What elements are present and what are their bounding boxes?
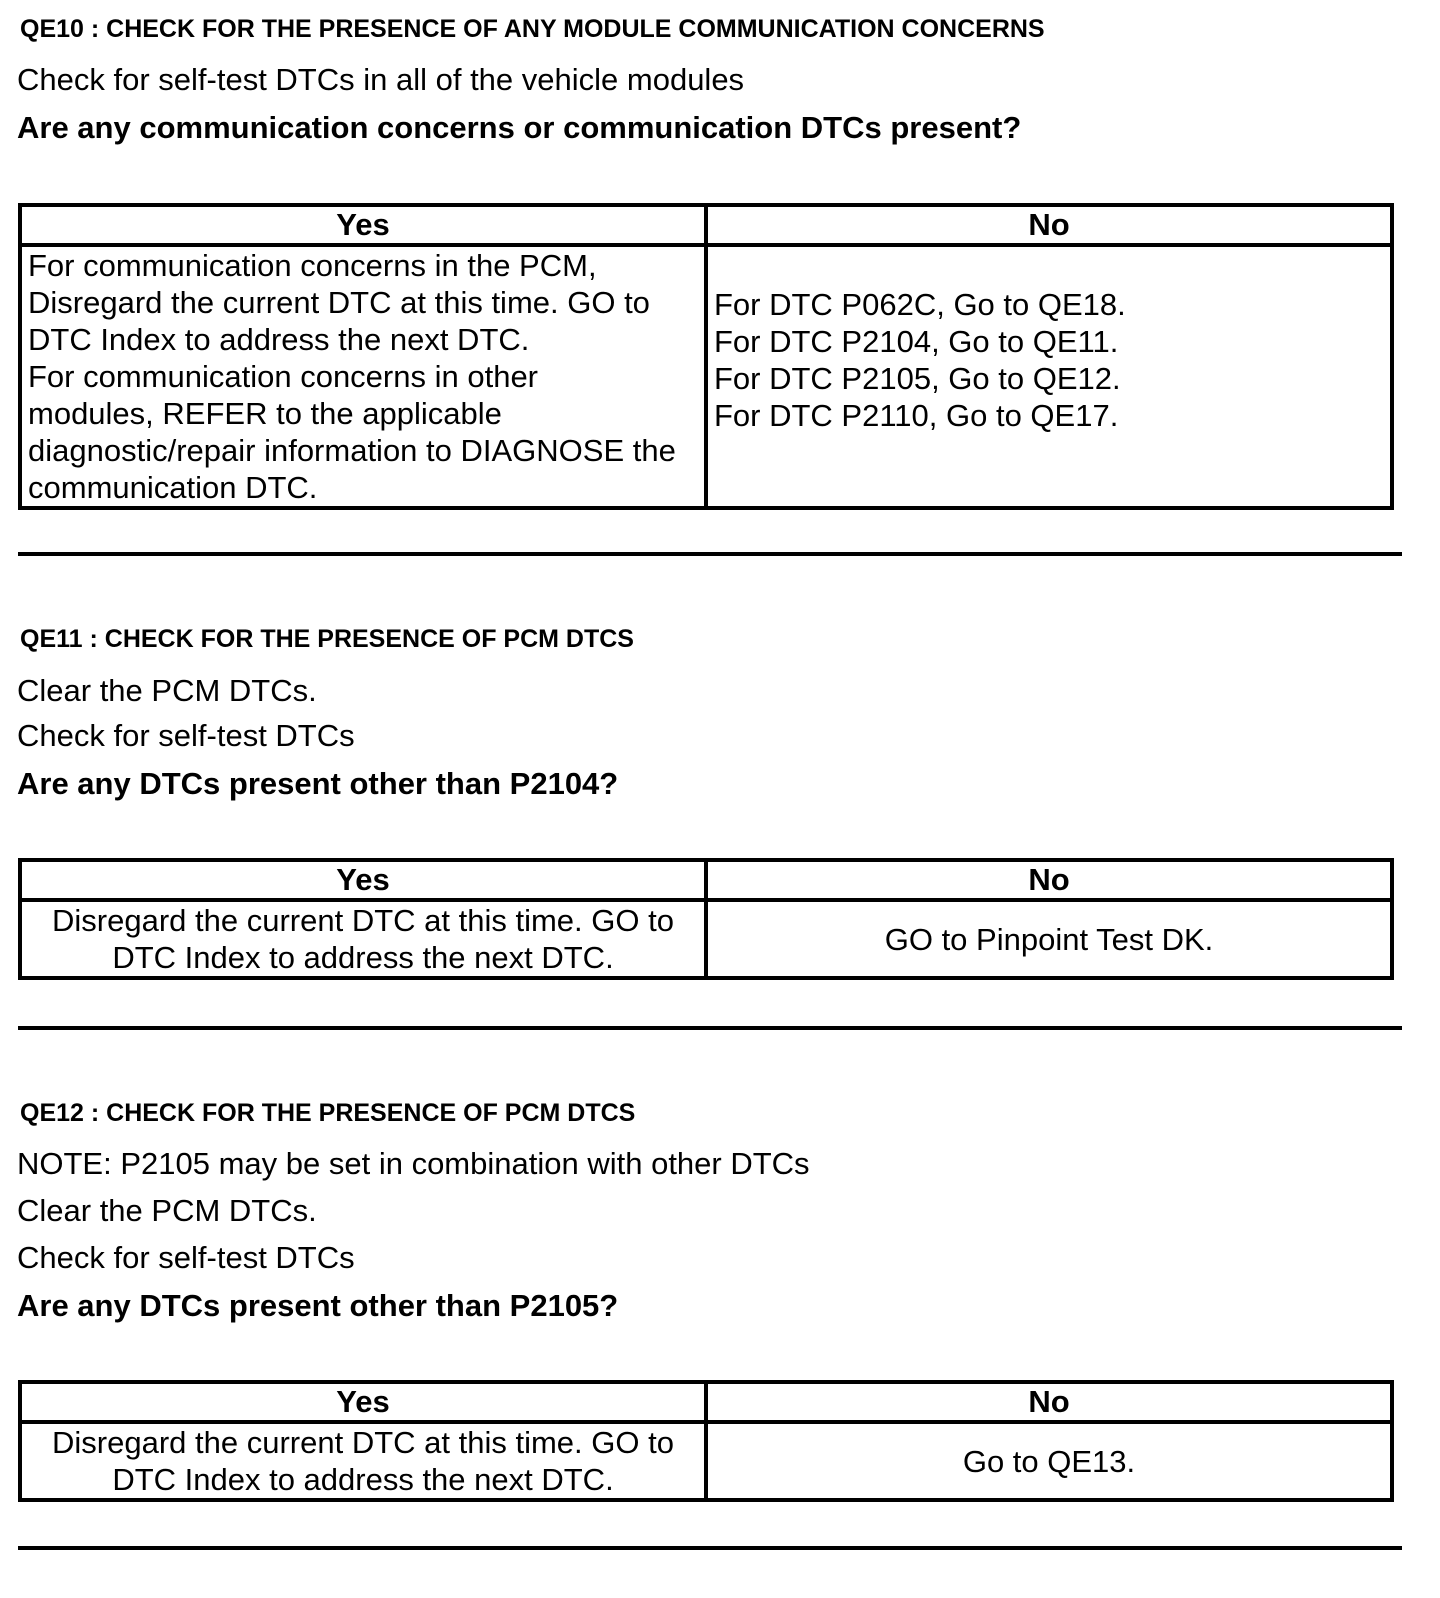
qe12-yes-no-table: [18, 1380, 1394, 1502]
qe11-instruction-2: Check for self-test DTCs: [17, 718, 355, 753]
qe10-yes-line-2: Disregard the current DTC at this time. GO to: [28, 285, 650, 320]
qe12-question: Are any DTCs present other than P2105?: [17, 1288, 619, 1323]
qe10-yes-line-7: communication DTC.: [28, 470, 318, 505]
section-divider-1: [18, 552, 1402, 556]
qe11-no-header: No: [706, 860, 1392, 900]
qe11-yes-line-1: Disregard the current DTC at this time. GO to: [52, 903, 674, 938]
qe11-question: Are any DTCs present other than P2104?: [17, 766, 619, 801]
qe10-instruction-1: Check for self-test DTCs in all of the vehicle modules: [17, 62, 745, 97]
qe10-no-line-1: For DTC P062C, Go to QE18.: [714, 286, 1126, 322]
qe10-yes-line-6: diagnostic/repair information to DIAGNOSE the: [28, 433, 676, 468]
qe12-heading: QE12 : CHECK FOR THE PRESENCE OF PCM DTCS: [20, 1099, 636, 1127]
qe12-no-cell: Go to QE13.: [706, 1422, 1392, 1500]
qe10-yes-line-4: For communication concerns in other: [28, 359, 539, 394]
qe10-yes-line-5: modules, REFER to the applicable: [28, 396, 502, 431]
qe11-yes-header: Yes: [20, 860, 706, 900]
section-divider-3: [18, 1546, 1402, 1550]
qe11-no-cell: GO to Pinpoint Test DK.: [706, 900, 1392, 978]
qe10-yes-no-table: [18, 203, 1394, 510]
qe10-no-header: No: [706, 205, 1392, 245]
qe12-yes-line-2: DTC Index to address the next DTC.: [112, 1462, 614, 1497]
qe11-yes-cell: [20, 900, 706, 978]
qe10-no-line-4: For DTC P2110, Go to QE17.: [714, 397, 1119, 433]
qe12-instruction-3: Check for self-test DTCs: [17, 1240, 355, 1275]
qe10-yes-header: Yes: [20, 205, 706, 245]
qe10-no-line-2: For DTC P2104, Go to QE11.: [714, 323, 1119, 359]
qe10-question: Are any communication concerns or communication DTCs present?: [17, 110, 1022, 145]
qe11-yes-no-table: [18, 858, 1394, 980]
qe12-no-header: No: [706, 1382, 1392, 1422]
qe10-no-cell: [706, 245, 1392, 508]
qe12-instruction-2: Clear the PCM DTCs.: [17, 1193, 317, 1228]
qe12-instruction-1: NOTE: P2105 may be set in combination with other DTCs: [17, 1146, 810, 1181]
qe10-yes-cell: [20, 245, 706, 508]
qe12-yes-line-1: Disregard the current DTC at this time. GO to: [52, 1425, 674, 1460]
qe11-heading: QE11 : CHECK FOR THE PRESENCE OF PCM DTCS: [20, 625, 634, 653]
qe12-yes-header: Yes: [20, 1382, 706, 1422]
qe10-yes-line-3: DTC Index to address the next DTC.: [28, 322, 530, 357]
qe12-yes-cell: [20, 1422, 706, 1500]
qe11-yes-line-2: DTC Index to address the next DTC.: [112, 940, 614, 975]
qe10-no-line-3: For DTC P2105, Go to QE12.: [714, 360, 1121, 396]
qe10-yes-line-1: For communication concerns in the PCM,: [28, 248, 597, 283]
qe11-instruction-1: Clear the PCM DTCs.: [17, 673, 317, 708]
section-divider-2: [18, 1026, 1402, 1030]
qe10-heading: QE10 : CHECK FOR THE PRESENCE OF ANY MODULE COMMUNICATION CONCERNS: [20, 15, 1045, 43]
